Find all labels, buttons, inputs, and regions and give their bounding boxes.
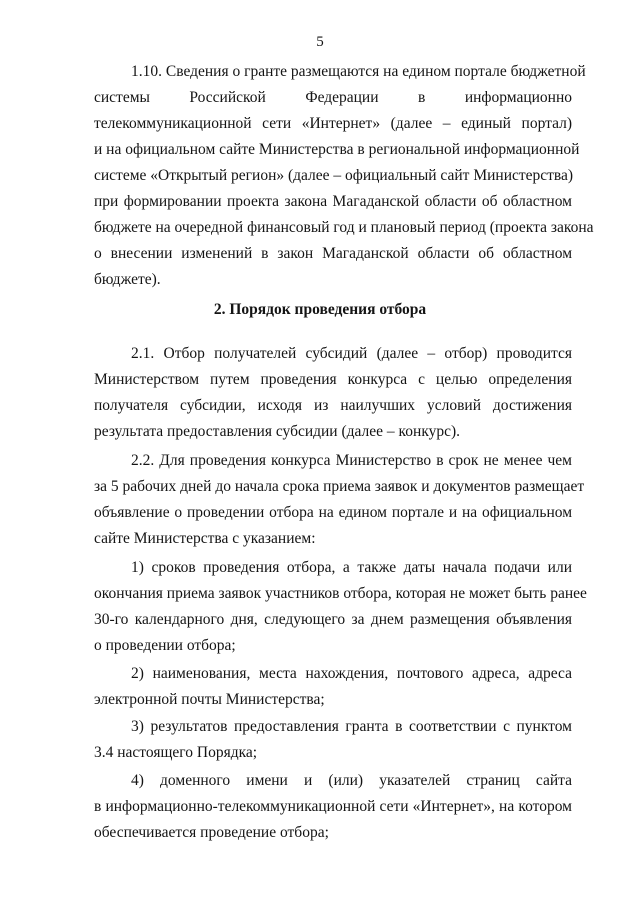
text-line: бюджете на очередной финансовый год и плановый период (проекта закона — [94, 219, 594, 236]
text-line: 3) результатов предоставления гранта в соответствии с пунктом — [131, 718, 572, 735]
text-line: 30-го календарного дня, следующего за днем размещения объявления — [94, 611, 572, 628]
text-line: за 5 рабочих дней до начала срока приема заявок и документов размещает — [94, 478, 585, 495]
text-line: объявление о проведении отбора на едином портале и на официальном — [94, 504, 572, 521]
text-line: о внесении изменений в закон Магаданской области об областном — [94, 245, 572, 262]
text-line: 1.10. Сведения о гранте размещаются на едином портале бюджетной — [131, 63, 586, 80]
text-line: 3.4 настоящего Порядка; — [94, 744, 258, 761]
text-line: окончания приема заявок участников отбора, которая не может быть ранее — [94, 585, 587, 602]
text-line: системы Российской Федерации в информационно — [94, 89, 572, 106]
text-line: электронной почты Министерства; — [94, 691, 325, 708]
text-line: в информационно-телекоммуникационной сети «Интернет», на котором — [94, 798, 572, 815]
text-line: результата предоставления субсидии (далее – конкурс). — [94, 423, 461, 440]
text-line: 4) доменного имени и (или) указателей страниц сайта — [131, 772, 572, 789]
text-line: при формировании проекта закона Магаданской области об областном — [94, 193, 572, 210]
text-line: 2.2. Для проведения конкурса Министерство в срок не менее чем — [131, 452, 572, 469]
text-line: 2) наименования, места нахождения, почтового адреса, адреса — [131, 665, 572, 682]
text-line: получателя субсидии, исходя из наилучших условий достижения — [94, 397, 572, 414]
text-line: системе «Открытый регион» (далее – официальный сайт Министерства) — [94, 167, 574, 184]
text-line: и на официальном сайте Министерства в региональной информационной — [94, 141, 580, 158]
text-line: Министерством путем проведения конкурса с целью определения — [94, 371, 572, 388]
text-line: 2.1. Отбор получателей субсидий (далее – отбор) проводится — [131, 345, 572, 362]
text-line: бюджете). — [94, 271, 161, 288]
text-line: о проведении отбора; — [94, 637, 236, 654]
section-heading: 2. Порядок проведения отбора — [213, 301, 427, 318]
text-line: 1) сроков проведения отбора, а также даты начала подачи или — [131, 559, 572, 576]
text-line: сайте Министерства с указанием: — [94, 530, 316, 547]
page-number: 5 — [316, 34, 324, 50]
text-line: обеспечивается проведение отбора; — [94, 824, 329, 841]
text-line: телекоммуникационной сети «Интернет» (далее – единый портал) — [94, 115, 572, 132]
